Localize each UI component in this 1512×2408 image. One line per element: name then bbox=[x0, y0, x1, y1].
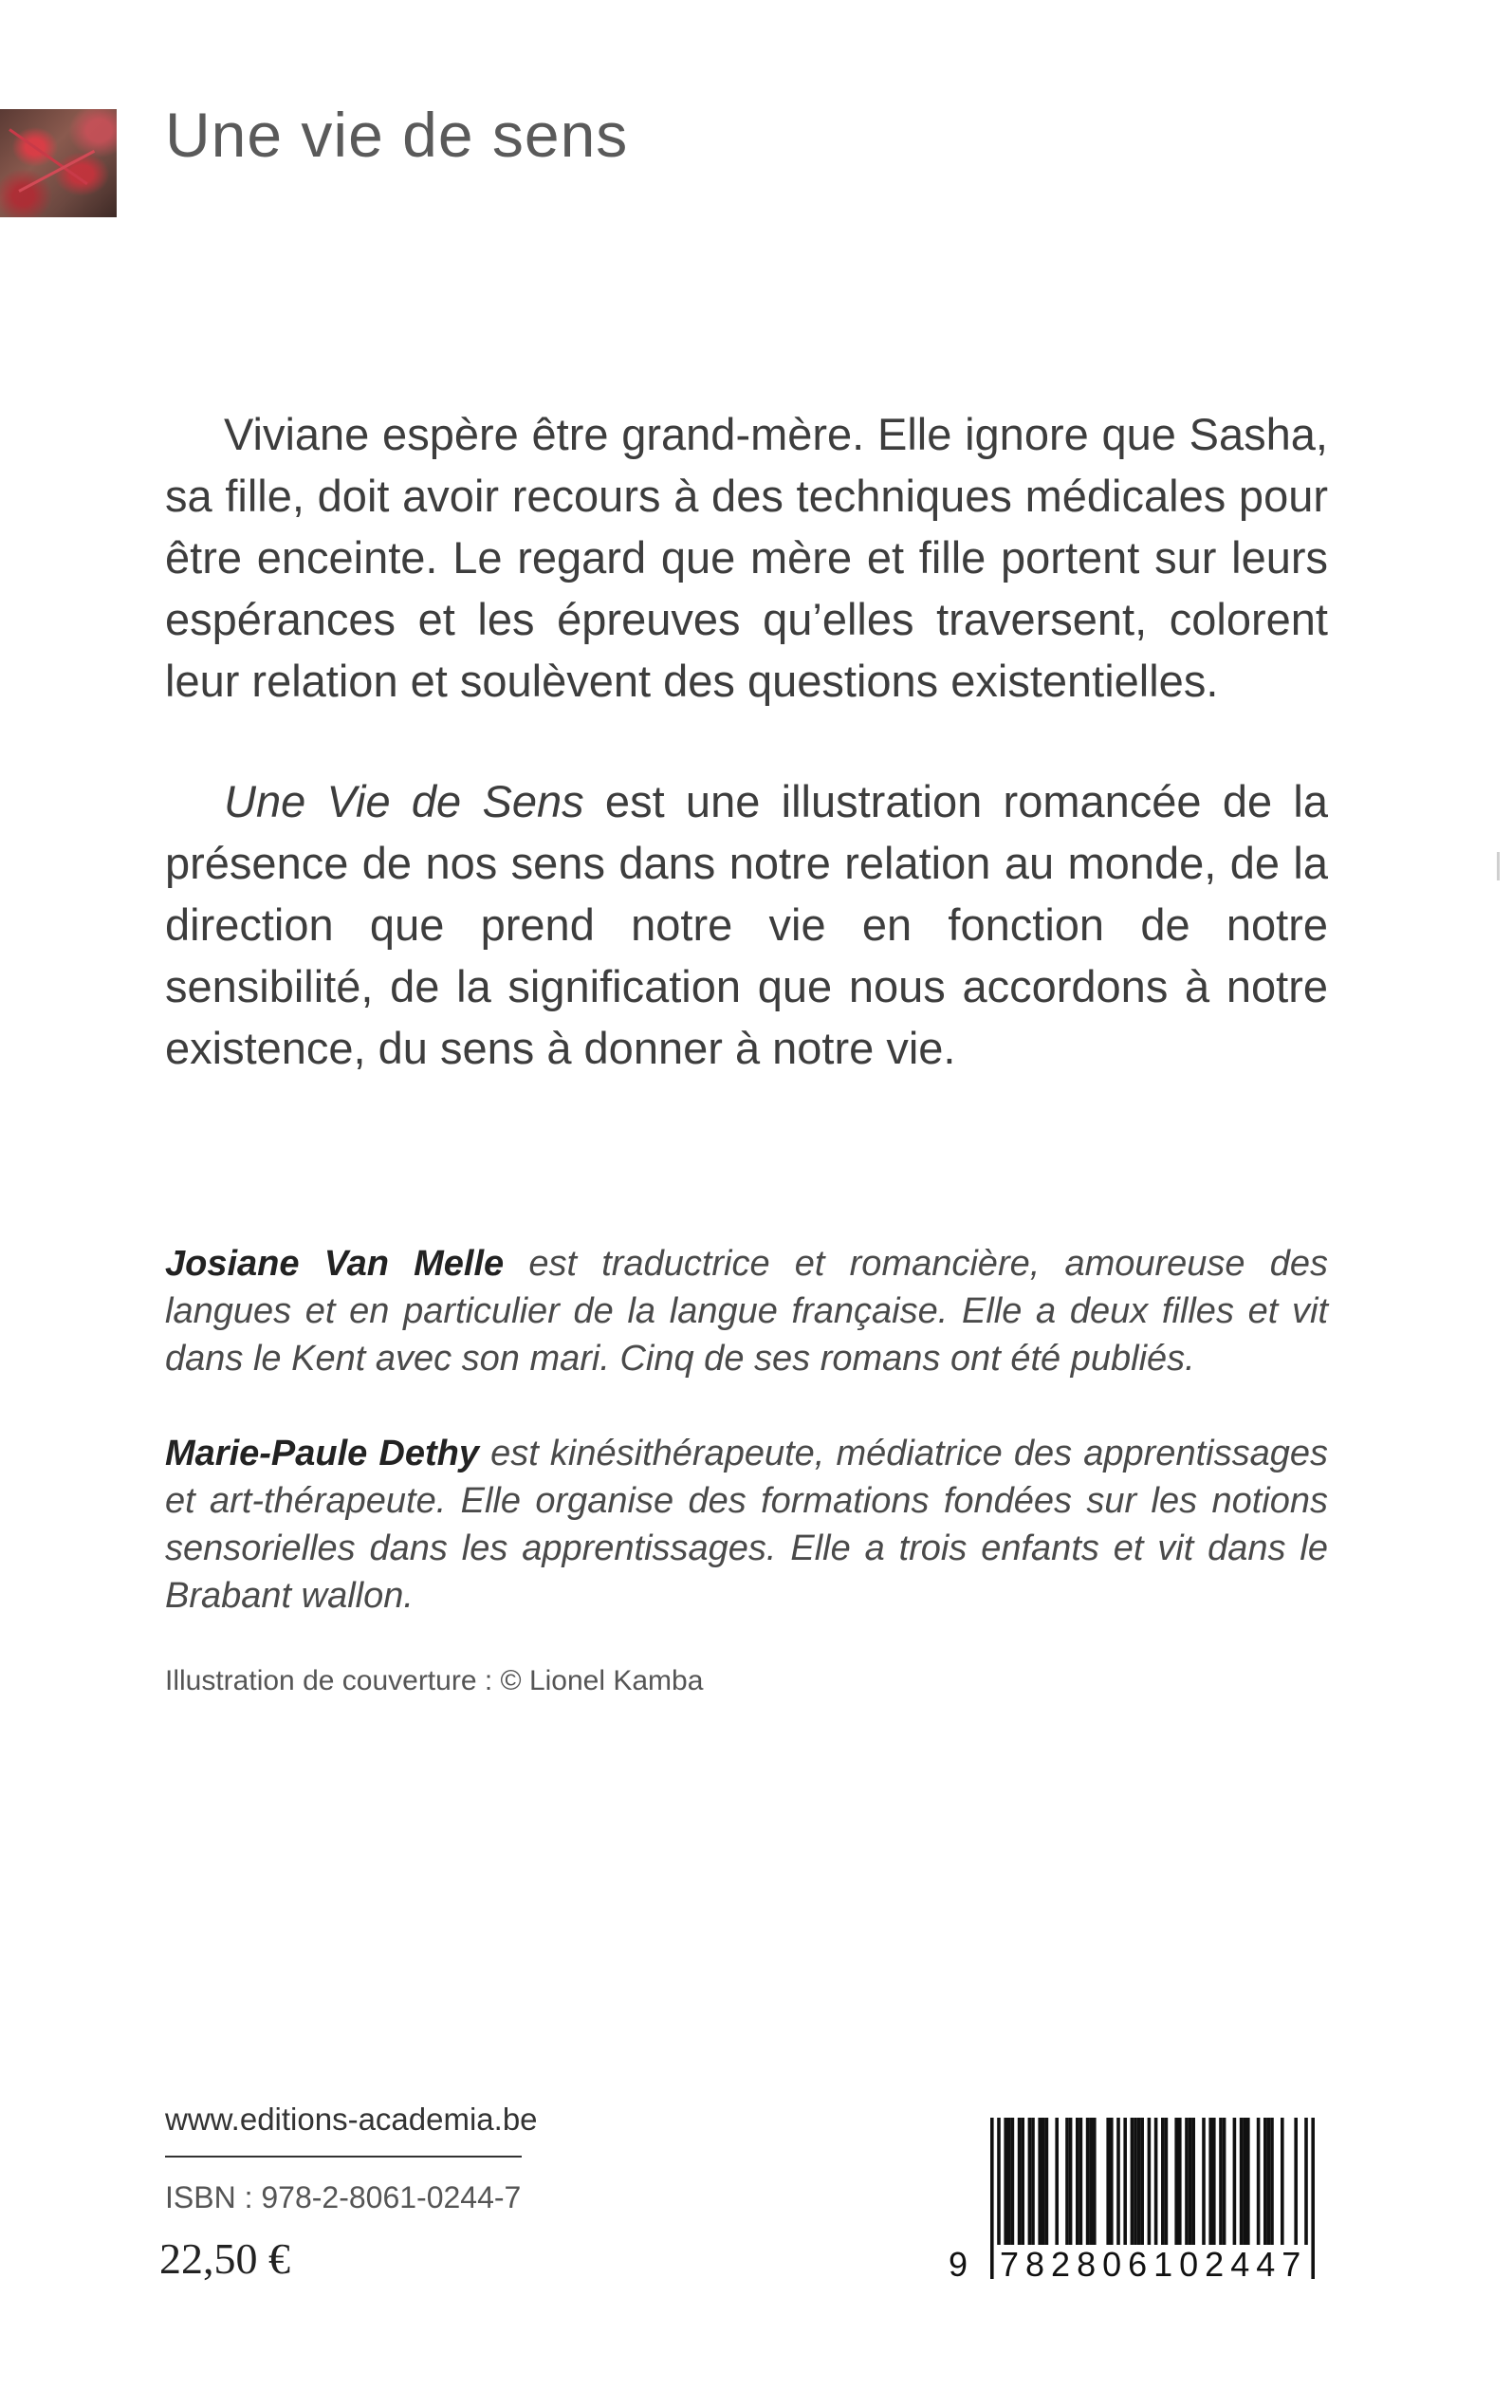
barcode-bar bbox=[1004, 2118, 1007, 2245]
price: 22,50 € bbox=[159, 2234, 290, 2283]
barcode-bar bbox=[1110, 2118, 1114, 2245]
barcode-bar bbox=[1257, 2118, 1261, 2245]
barcode-bar bbox=[1055, 2118, 1059, 2245]
barcode-bar bbox=[1079, 2118, 1083, 2245]
barcode-bar bbox=[1018, 2118, 1022, 2245]
barcode-bar bbox=[1042, 2118, 1045, 2245]
barcode-bar bbox=[1131, 2118, 1134, 2245]
barcode-bar bbox=[1294, 2118, 1298, 2245]
barcode-bar bbox=[1011, 2118, 1015, 2245]
barcode-bar bbox=[1270, 2118, 1274, 2245]
author-bio-text: est traductrice et romancière, amoureuse des langues et en particulier de la langue française. Elle a deux filles et vit dans le Kent avec son mari. Cinq de ses romans ont été publiés. bbox=[165, 1244, 1329, 1379]
barcode-bar bbox=[1240, 2118, 1244, 2245]
barcode-bar bbox=[1106, 2118, 1110, 2245]
barcode-bar bbox=[1189, 2118, 1192, 2245]
author-name: Josiane Van Melle bbox=[165, 1244, 505, 1284]
author-bio-text: est kinésithérapeute, médiatrice des apprentissages et art-thérapeute. Elle organise des formations fondées sur les notions sensorielles dans les apprentissages. Elle a trois enfants et vit dans le Brabant wallon. bbox=[165, 1434, 1328, 1616]
barcode-bar bbox=[1263, 2118, 1267, 2245]
barcode-bar bbox=[1208, 2118, 1212, 2245]
publisher-website-link[interactable]: www.editions-academia.be bbox=[165, 2102, 538, 2137]
divider bbox=[165, 2156, 522, 2158]
cover-thumbnail-image bbox=[0, 109, 117, 217]
synopsis-paragraph-2-text: est une illustration romancée de la présence de nos sens dans notre relation au monde, de la direction que prend notre vie en fonction de notre sensibilité, de la signification que nous accordons à notre existence, du sens à donner à notre vie. bbox=[165, 776, 1328, 1073]
synopsis-paragraph-2 bbox=[165, 770, 1328, 1079]
synopsis-book-title: Une Vie de Sens bbox=[224, 776, 584, 826]
barcode-bar bbox=[1069, 2118, 1073, 2245]
barcode-bar bbox=[1021, 2118, 1024, 2245]
barcode-bar bbox=[1178, 2118, 1182, 2245]
barcode-bar bbox=[1246, 2118, 1250, 2245]
barcode-bar bbox=[1233, 2118, 1237, 2245]
barcode-bar bbox=[1219, 2118, 1223, 2245]
barcode-bar bbox=[1311, 2118, 1315, 2279]
barcode-bar bbox=[1191, 2118, 1195, 2245]
barcode-bar bbox=[1089, 2118, 1093, 2245]
barcode-bar bbox=[990, 2118, 994, 2279]
barcode-bar bbox=[1031, 2118, 1035, 2245]
isbn: ISBN : 978-2-8061-0244-7 bbox=[165, 2180, 522, 2214]
barcode-bar bbox=[1223, 2118, 1226, 2245]
barcode-bar bbox=[1134, 2118, 1137, 2245]
book-title: Une vie de sens bbox=[165, 100, 629, 170]
barcode-bar bbox=[1165, 2118, 1169, 2245]
barcode-bar bbox=[1086, 2118, 1090, 2245]
barcode-bar bbox=[1093, 2118, 1097, 2245]
synopsis-paragraph-1: Viviane espère être grand-mère. Elle ignore que Sasha, sa fille, doit avoir recours à des techniques médicales pour être enceinte. Le regard que mère et fille portent sur leurs espérances et les épreuves qu’elles traversent, colorent leur relation et soulèvent des questions existentielles. bbox=[165, 409, 1328, 706]
barcode-first-digit: 9 bbox=[949, 2245, 968, 2284]
barcode-bar bbox=[1212, 2118, 1216, 2245]
barcode-bar bbox=[1116, 2118, 1120, 2245]
cover-illustration-credit: Illustration de couverture : © Lionel Kamba bbox=[165, 1665, 704, 1696]
barcode-bar bbox=[1185, 2118, 1189, 2245]
barcode-digits: 782806102447 bbox=[996, 2245, 1311, 2285]
author-bio bbox=[165, 1240, 1328, 1382]
barcode-bar bbox=[1243, 2118, 1246, 2245]
barcode-bar bbox=[1137, 2118, 1141, 2245]
barcode-bar bbox=[1281, 2118, 1284, 2245]
barcode-bar bbox=[1065, 2118, 1069, 2245]
edge-mark bbox=[1497, 852, 1500, 880]
barcode-bar bbox=[1161, 2118, 1165, 2245]
barcode-bar bbox=[1174, 2118, 1178, 2245]
author-name: Marie-Paule Dethy bbox=[165, 1434, 479, 1473]
barcode-bar bbox=[1076, 2118, 1079, 2245]
author-bio bbox=[165, 1430, 1328, 1620]
barcode-bar bbox=[1028, 2118, 1032, 2245]
barcode-bar bbox=[1038, 2118, 1042, 2245]
barcode-bar bbox=[1045, 2118, 1049, 2245]
barcode-bar bbox=[1123, 2118, 1127, 2245]
barcode-bar bbox=[1140, 2118, 1144, 2245]
barcode bbox=[943, 2118, 1334, 2287]
barcode-bar bbox=[1267, 2118, 1271, 2245]
barcode-bar bbox=[1202, 2118, 1206, 2245]
barcode-bar bbox=[1007, 2118, 1011, 2245]
